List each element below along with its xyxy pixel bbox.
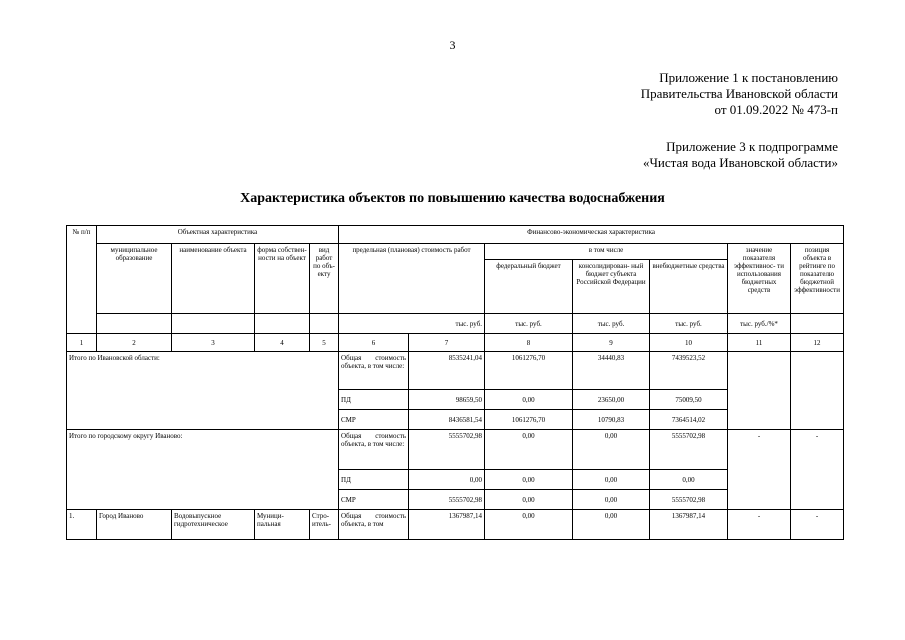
header-object-group: Объектная характеристика <box>97 226 339 244</box>
item-rank: - <box>791 510 844 540</box>
header-federal: федеральный бюджет <box>485 260 573 314</box>
city-total-label: Итого по городскому округу Иваново: <box>67 430 339 510</box>
row-consolidated: 23650,00 <box>573 390 650 410</box>
row-cost: 5555702,98 <box>409 430 485 470</box>
row-cost: 8535241,04 <box>409 352 485 390</box>
row-federal: 1061276,70 <box>485 410 573 430</box>
table-row <box>67 352 844 390</box>
row-extra: 5555702,98 <box>650 430 728 470</box>
header-including: в том числе <box>485 244 728 260</box>
row-federal: 1061276,70 <box>485 352 573 390</box>
unit-extrabudget: тыс. руб. <box>650 314 728 334</box>
row-cost: 1367987,14 <box>409 510 485 540</box>
unit-federal: тыс. руб. <box>485 314 573 334</box>
col-number: 11 <box>728 334 791 352</box>
row-cost: 98659,50 <box>409 390 485 410</box>
table-row <box>67 430 844 470</box>
document-title: Характеристика объектов по повышению качества водоснабжения <box>240 191 665 206</box>
appendix-1-line-1: Приложение 1 к постановлению <box>659 70 838 85</box>
appendix-3-line-2: «Чистая вода Ивановской области» <box>642 155 838 170</box>
col-number: 9 <box>573 334 650 352</box>
header-row-1 <box>67 226 844 244</box>
appendix-1-block <box>641 70 838 118</box>
page-number: 3 <box>449 38 456 52</box>
item-ownership: Муници- пальная <box>255 510 310 540</box>
header-work-type: вид работ по объ- екту <box>310 244 339 314</box>
objects-table <box>66 225 844 540</box>
header-ownership: форма собствен- ности на объект <box>255 244 310 314</box>
col-number: 7 <box>409 334 485 352</box>
col-number: 10 <box>650 334 728 352</box>
row-federal: 0,00 <box>485 390 573 410</box>
item-municipality: Город Иваново <box>97 510 172 540</box>
row-extra: 7439523,52 <box>650 352 728 390</box>
row-consolidated: 0,00 <box>573 470 650 490</box>
header-cost: предельная (плановая) стоимость работ <box>339 244 485 314</box>
unit-cost: тыс. руб. <box>339 314 485 334</box>
row-type: ПД <box>339 390 409 410</box>
row-type: СМР <box>339 410 409 430</box>
header-rank: позиция объекта в рейтинге по показателю бюджетной эффективности <box>791 244 844 314</box>
col-number: 6 <box>339 334 409 352</box>
col-number: 2 <box>97 334 172 352</box>
row-federal: 0,00 <box>485 490 573 510</box>
city-indicator: - <box>728 430 791 510</box>
row-federal: 0,00 <box>485 430 573 470</box>
row-federal: 0,00 <box>485 510 573 540</box>
row-consolidated: 0,00 <box>573 490 650 510</box>
row-consolidated: 0,00 <box>573 430 650 470</box>
appendix-1-line-2: Правительства Ивановской области <box>640 86 838 101</box>
item-indicator: - <box>728 510 791 540</box>
row-consolidated: 0,00 <box>573 510 650 540</box>
row-cost: 5555702,98 <box>409 490 485 510</box>
row-cost: 8436581,54 <box>409 410 485 430</box>
row-extra: 5555702,98 <box>650 490 728 510</box>
unit-indicator: тыс. руб./%* <box>728 314 791 334</box>
header-object-name: наименование объекта <box>172 244 255 314</box>
column-number-row <box>67 334 844 352</box>
row-extra: 0,00 <box>650 470 728 490</box>
city-rank: - <box>791 430 844 510</box>
row-extra: 1367987,14 <box>650 510 728 540</box>
row-federal: 0,00 <box>485 470 573 490</box>
row-consolidated: 10790,83 <box>573 410 650 430</box>
header-municipality: муниципальное образование <box>97 244 172 314</box>
row-extra: 7364514,02 <box>650 410 728 430</box>
header-indicator: значение показателя эффективнос- ти использования бюджетных средств <box>728 244 791 314</box>
row-type: ПД <box>339 470 409 490</box>
row-type: Общая стоимость объекта, в том числе: <box>339 352 409 390</box>
header-extrabudget: внебюджетные средства <box>650 260 728 314</box>
item-num: 1. <box>67 510 97 540</box>
col-number: 12 <box>791 334 844 352</box>
appendix-3-block <box>643 139 838 171</box>
header-consolidated: консолидирован- ный бюджет субъекта Российской Федерации <box>573 260 650 314</box>
col-number: 8 <box>485 334 573 352</box>
row-cost: 0,00 <box>409 470 485 490</box>
row-type: Общая стоимость объекта, в том числе: <box>339 430 409 470</box>
header-num: № п/п <box>67 226 97 334</box>
col-number: 5 <box>310 334 339 352</box>
appendix-1-line-3: от 01.09.2022 № 473-п <box>714 102 838 117</box>
header-fin-group: Финансово-экономическая характеристика <box>339 226 844 244</box>
row-extra: 75009,50 <box>650 390 728 410</box>
row-consolidated: 34440,83 <box>573 352 650 390</box>
row-type: СМР <box>339 490 409 510</box>
unit-consolidated: тыс. руб. <box>573 314 650 334</box>
item-work-type: Стро- итель- <box>310 510 339 540</box>
item-object-name: Водовыпускное гидротехническое <box>172 510 255 540</box>
col-number: 4 <box>255 334 310 352</box>
col-number: 1 <box>67 334 97 352</box>
header-units-row <box>67 314 844 334</box>
regional-total-label: Итого по Ивановской области: <box>67 352 339 430</box>
appendix-3-line-1: Приложение 3 к подпрограмме <box>666 139 838 154</box>
table-row <box>67 510 844 540</box>
header-row-2 <box>67 244 844 260</box>
row-type: Общая стоимость объекта, в том <box>339 510 409 540</box>
col-number: 3 <box>172 334 255 352</box>
